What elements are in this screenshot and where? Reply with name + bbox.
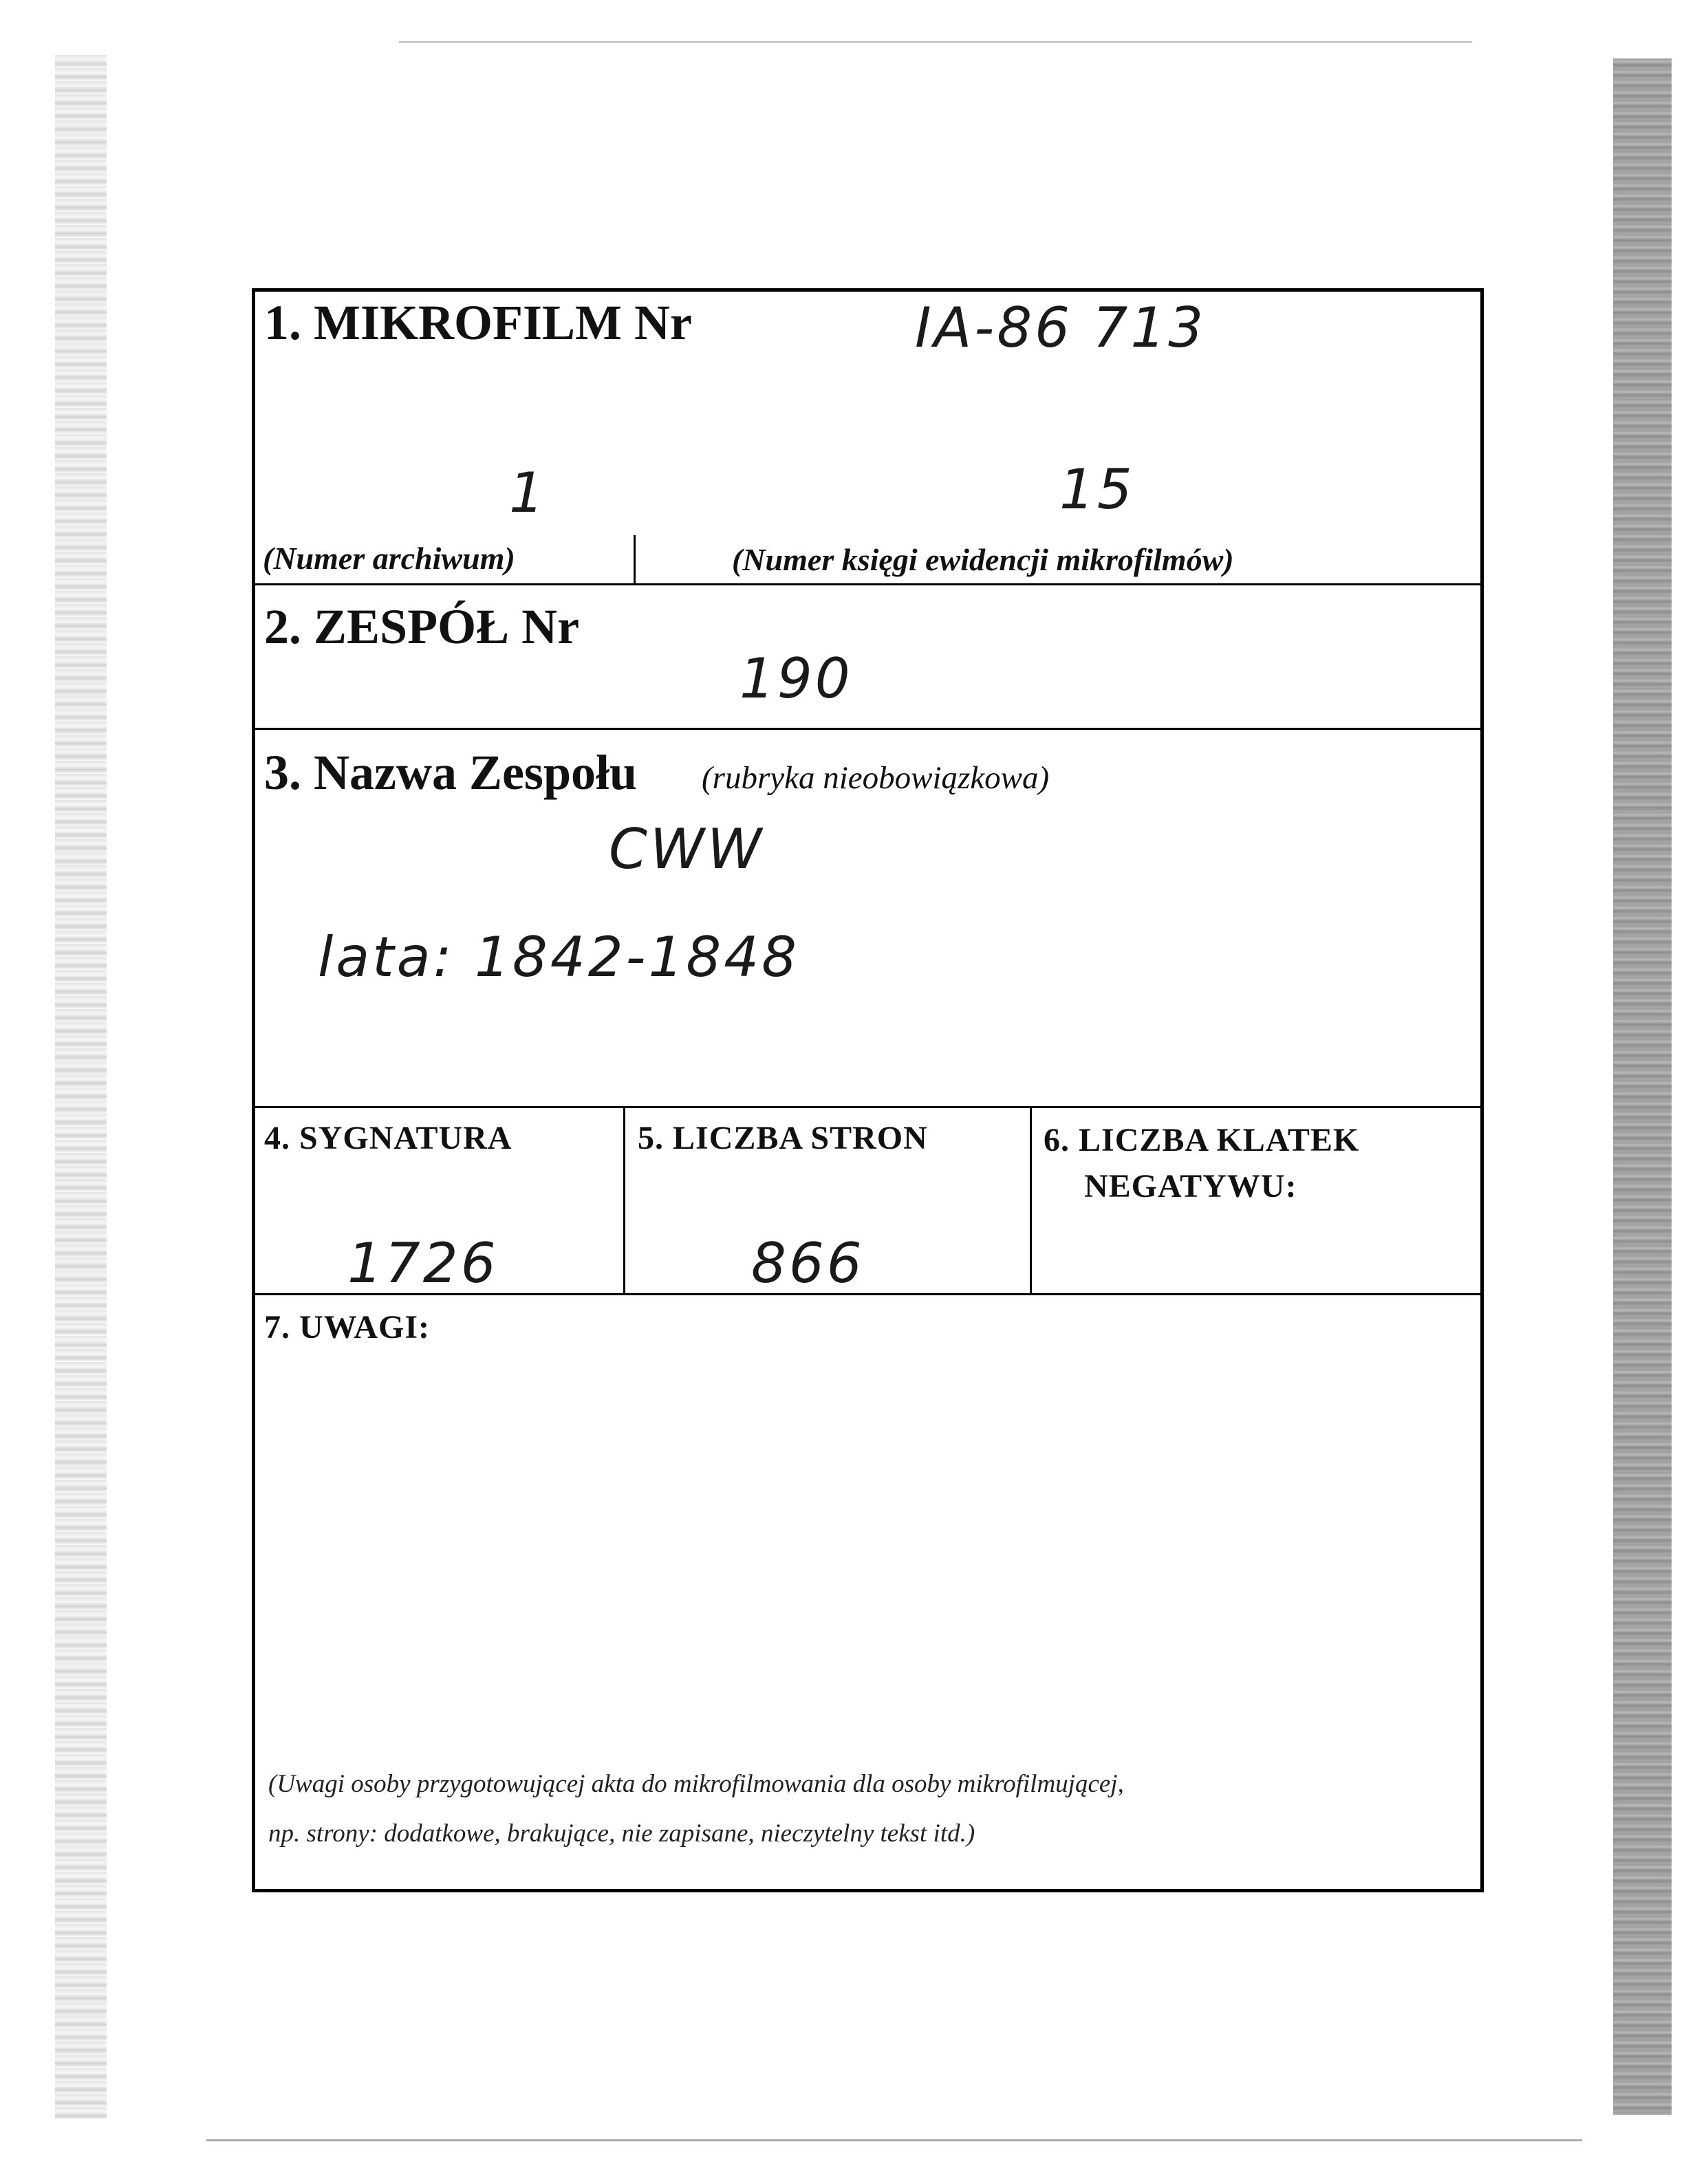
microfilm-number-label: 1. MIKROFILM Nr [264, 295, 692, 350]
fonds-name-value: CWW [609, 817, 765, 881]
microfilm-form [252, 288, 1484, 1892]
divider [252, 583, 1484, 585]
fonds-name-label: 3. Nazwa Zespołu [264, 745, 638, 800]
fonds-name-note: (rubryka nieobowiązkowa) [702, 760, 1050, 796]
fonds-dates-value: lata: 1842-1848 [318, 925, 800, 989]
scan-artifact-bottom [206, 2139, 1582, 2141]
page-count-label: 5. LICZBA STRON [638, 1120, 928, 1156]
divider [634, 535, 636, 583]
scan-edge-right [1613, 58, 1672, 2115]
divider [252, 1106, 1484, 1108]
remarks-footnote-line1: (Uwagi osoby przygotowującej akta do mikrofilmowania dla osoby mikrofilmującej, [268, 1770, 1124, 1798]
frame-count-label-line2: NEGATYWU: [1084, 1168, 1297, 1204]
divider [252, 728, 1484, 730]
registry-number-value: 15 [1059, 457, 1135, 521]
scan-edge-left [55, 55, 107, 2119]
archive-number-caption: (Numer archiwum) [263, 541, 515, 576]
divider [1030, 1106, 1032, 1295]
remarks-label: 7. UWAGI: [264, 1309, 431, 1345]
fonds-number-value: 190 [739, 647, 853, 711]
frame-count-label-line1: 6. LICZBA KLATEK [1044, 1122, 1360, 1158]
microfilm-number-value: IA-86 713 [915, 296, 1207, 360]
archive-number-value: 1 [509, 461, 547, 525]
page-count-value: 866 [751, 1231, 865, 1295]
registry-number-caption: (Numer księgi ewidencji mikrofilmów) [732, 542, 1234, 577]
scan-artifact-top [399, 41, 1472, 43]
signature-label: 4. SYGNATURA [264, 1120, 512, 1156]
divider [623, 1106, 625, 1295]
signature-value: 1726 [347, 1231, 499, 1295]
remarks-footnote-line2: np. strony: dodatkowe, brakujące, nie zapisane, nieczytelny tekst itd.) [268, 1819, 975, 1848]
fonds-number-label: 2. ZESPÓŁ Nr [264, 599, 580, 654]
